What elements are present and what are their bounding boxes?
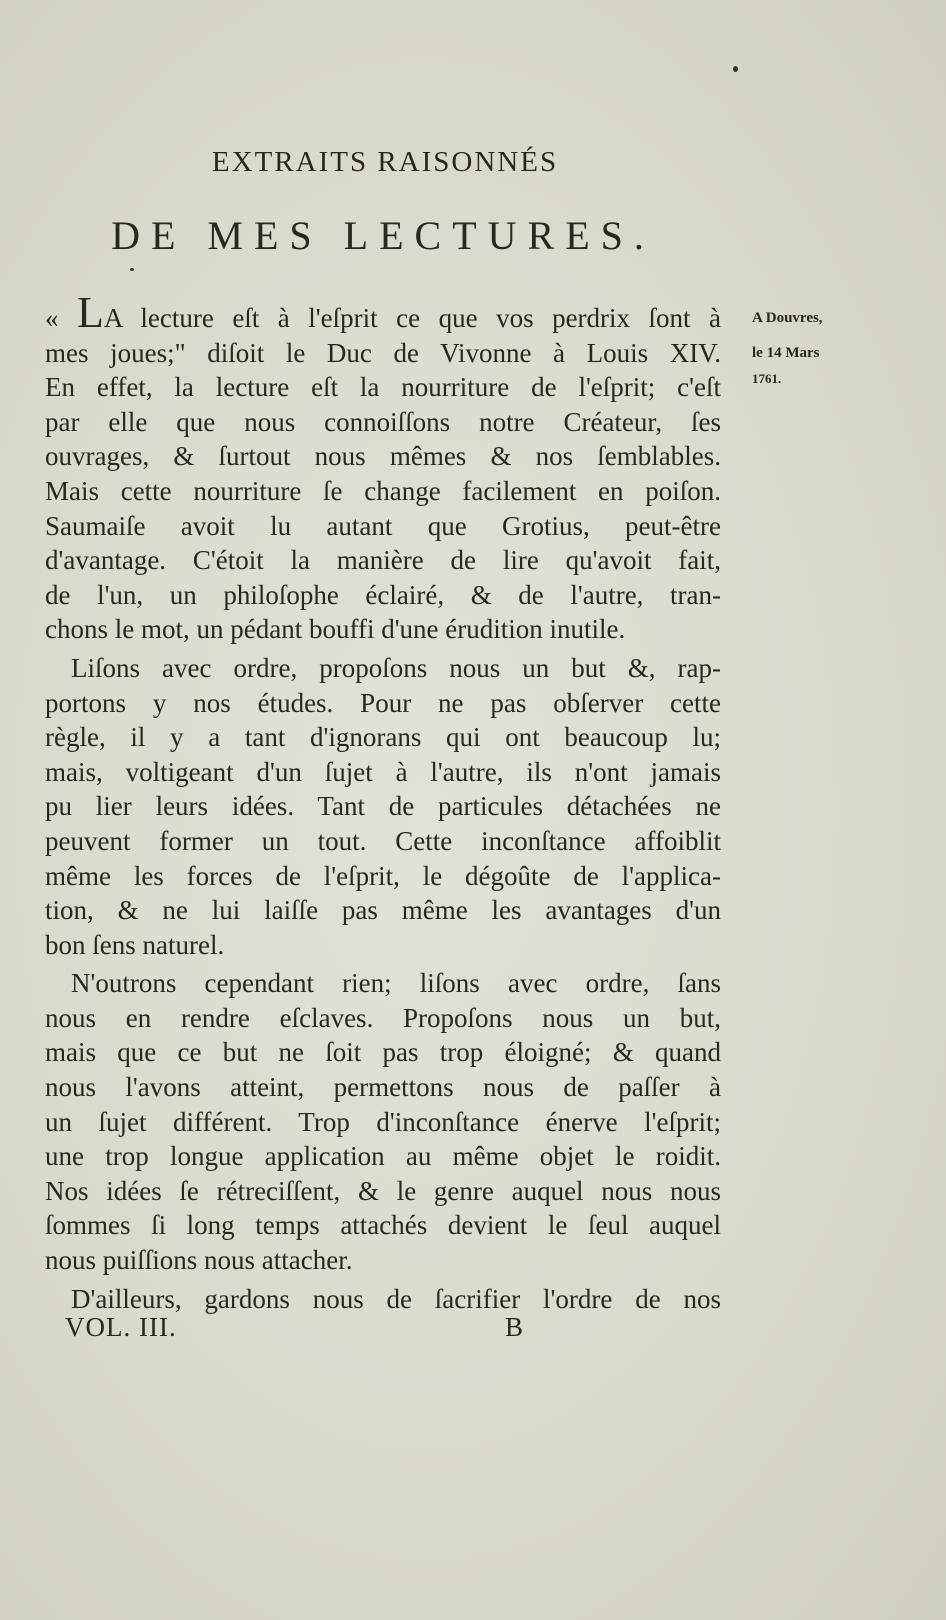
text-line: D'ailleurs, gardons nous de ſacrifier l'ordre de nos [71, 1283, 721, 1314]
text-line: Liſons avec ordre, propoſons nous un but &, rap- [71, 652, 721, 683]
text-line: un ſujet différent. Trop d'inconſtance énerve l'eſprit; [45, 1106, 721, 1137]
text-line: nous en rendre eſclaves. Propoſons nous un but, [45, 1002, 721, 1033]
text-line: règle, il y a tant d'ignorans qui ont beaucoup lu; [45, 722, 721, 753]
text-line: nous l'avons atteint, permettons nous de paſſer à [45, 1072, 721, 1103]
text-line: N'outrons cependant rien; liſons avec ordre, ſans [71, 968, 721, 999]
body-text [45, 288, 722, 1320]
paragraph [45, 288, 722, 647]
text-line: peuvent former un tout. Cette inconſtance affoiblit [45, 825, 721, 856]
signature-mark: B [505, 1312, 524, 1342]
text-line: « LA lecture eſt à l'eſprit ce que vos perdrix ſont à [45, 288, 722, 337]
text-line: mais que ce but ne ſoit pas trop éloigné; & quand [45, 1037, 721, 1068]
text-line: d'avantage. C'étoit la manière de lire qu'avoit fait, [45, 545, 721, 576]
volume-label: VOL. III. [65, 1312, 177, 1342]
text-line: par elle que nous connoiſſons notre Créateur, ſes [45, 406, 721, 437]
text-line: même les forces de l'eſprit, le dégoûte de l'applica- [45, 860, 721, 891]
text-line: une trop longue application au même objet le roidit. [45, 1141, 721, 1172]
paragraph [45, 651, 721, 962]
margin-note [752, 301, 823, 397]
drop-cap: L [77, 288, 104, 337]
text-line: Mais cette nourriture ſe change facilement en poiſon. [45, 475, 721, 506]
text-line: Nos idées ſe rétreciſſent, & le genre auquel nous nous [45, 1175, 721, 1206]
text-line: portons y nos études. Pour ne pas obſerver cette [45, 687, 721, 718]
text-line: En effet, la lecture eſt la nourriture de l'eſprit; c'eſt [45, 372, 721, 403]
ink-speck [733, 66, 738, 72]
text-line: bon ſens naturel. [45, 929, 225, 960]
paragraph [45, 966, 721, 1277]
text-line: ouvrages, & ſurtout nous mêmes & nos ſemblables. [45, 441, 721, 472]
text-line: chons le mot, un pédant bouffi d'une érudition inutile. [45, 614, 626, 645]
text-line: pu lier leurs idées. Tant de particules détachées ne [45, 791, 721, 822]
page-title: DE MES LECTURES. [111, 213, 655, 258]
ink-speck [130, 268, 134, 271]
text-line: mais, voltigeant d'un ſujet à l'autre, ils n'ont jamais [45, 756, 721, 787]
margin-note-line: 1761. [752, 371, 782, 387]
text-line: ſommes ſi long temps attachés devient le ſeul auquel [45, 1210, 721, 1241]
text-line: de l'un, un philoſophe éclairé, & de l'autre, tran- [45, 579, 721, 610]
text-line: tion, & ne lui laiſſe pas même les avantages d'un [45, 895, 721, 926]
text-line: mes joues;" diſoit le Duc de Vivonne à Louis XIV. [45, 337, 721, 368]
text-line: Saumaiſe avoit lu autant que Grotius, peut-être [45, 510, 721, 541]
margin-note-line: le 14 Mars [752, 344, 820, 361]
text-line: nous puiſſions nous attacher. [45, 1245, 353, 1276]
running-heading: EXTRAITS RAISONNÉS [211, 146, 559, 178]
margin-note-line: A Douvres, [752, 310, 823, 326]
